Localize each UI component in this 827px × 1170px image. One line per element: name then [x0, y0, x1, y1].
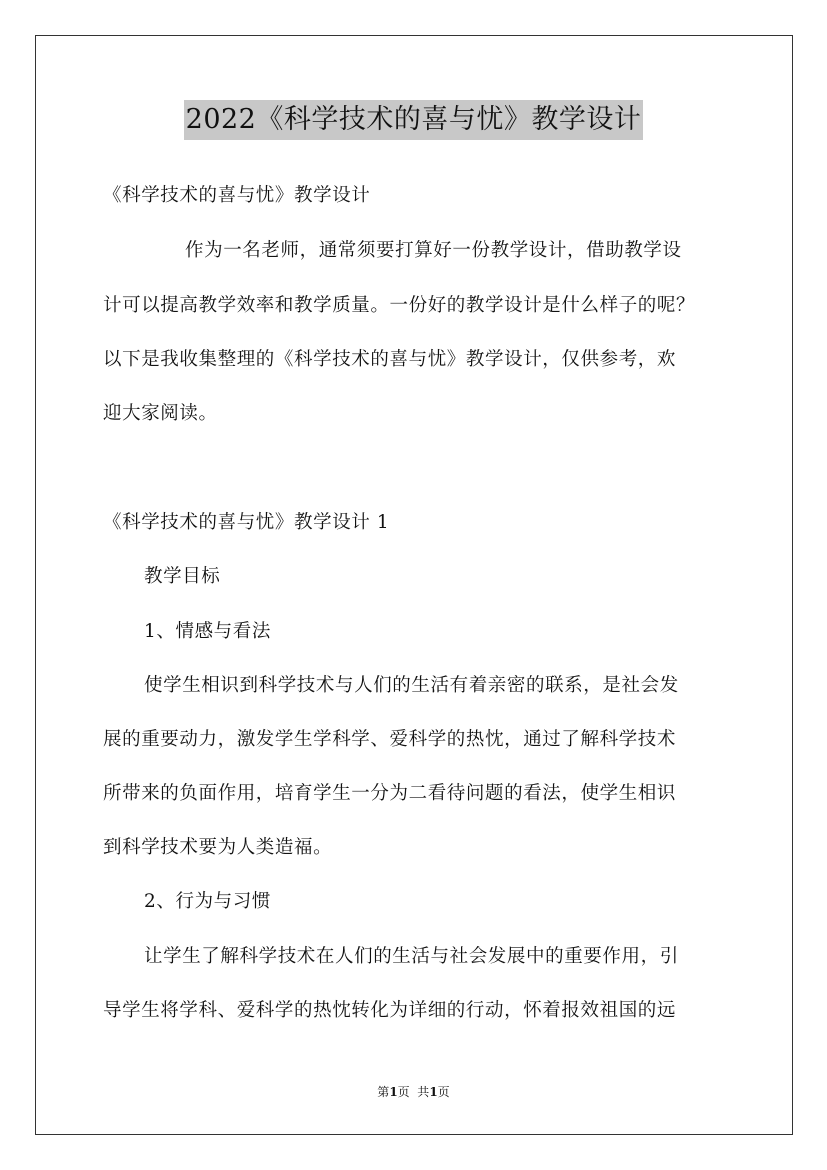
- footer-page-total: 1: [429, 1085, 438, 1099]
- item1-line-3: 所带来的负面作用，培育学生一分为二看待问题的看法，使学生相识: [103, 783, 677, 804]
- footer-page-mid: 页 共: [397, 1085, 430, 1099]
- item2-line-2: 导学生将学科、爱科学的热忱转化为详细的行动，怀着报效祖国的远: [103, 1000, 677, 1021]
- item1-line-4: 到科学技术要为人类造福。: [103, 837, 333, 858]
- intro-line-3: 以下是我收集整理的《科学技术的喜与忧》教学设计，仅供参考，欢: [103, 349, 677, 370]
- item1-line-1: 使学生相识到科学技术与人们的生活有着亲密的联系，是社会发: [144, 675, 679, 696]
- intro-line-4: 迎大家阅读。: [103, 403, 218, 424]
- document-title: 2022《科学技术的喜与忧》教学设计: [184, 100, 644, 140]
- page-footer: [0, 1083, 827, 1100]
- section-heading: 《科学技术的喜与忧》教学设计 1: [103, 512, 390, 533]
- item1-line-2: 展的重要动力，激发学生学科学、爱科学的热忱，通过了解科学技术: [103, 729, 677, 750]
- intro-line-2: 计可以提高教学效率和教学质量。一份好的教学设计是什么样子的呢？: [103, 295, 696, 316]
- teaching-goal-label: 教学目标: [144, 566, 221, 587]
- document-subtitle: 《科学技术的喜与忧》教学设计: [103, 185, 371, 206]
- footer-page-current: 1: [389, 1085, 398, 1099]
- footer-page-suffix: 页: [437, 1085, 450, 1099]
- item2-heading: 2、行为与习惯: [144, 891, 271, 912]
- title-container: [0, 100, 827, 140]
- footer-page-prefix: 第: [377, 1085, 390, 1099]
- item1-heading: 1、情感与看法: [144, 621, 271, 642]
- intro-line-1: 作为一名老师，通常须要打算好一份教学设计，借助教学设: [185, 240, 682, 261]
- item2-line-1: 让学生了解科学技术在人们的生活与社会发展中的重要作用，引: [144, 946, 679, 967]
